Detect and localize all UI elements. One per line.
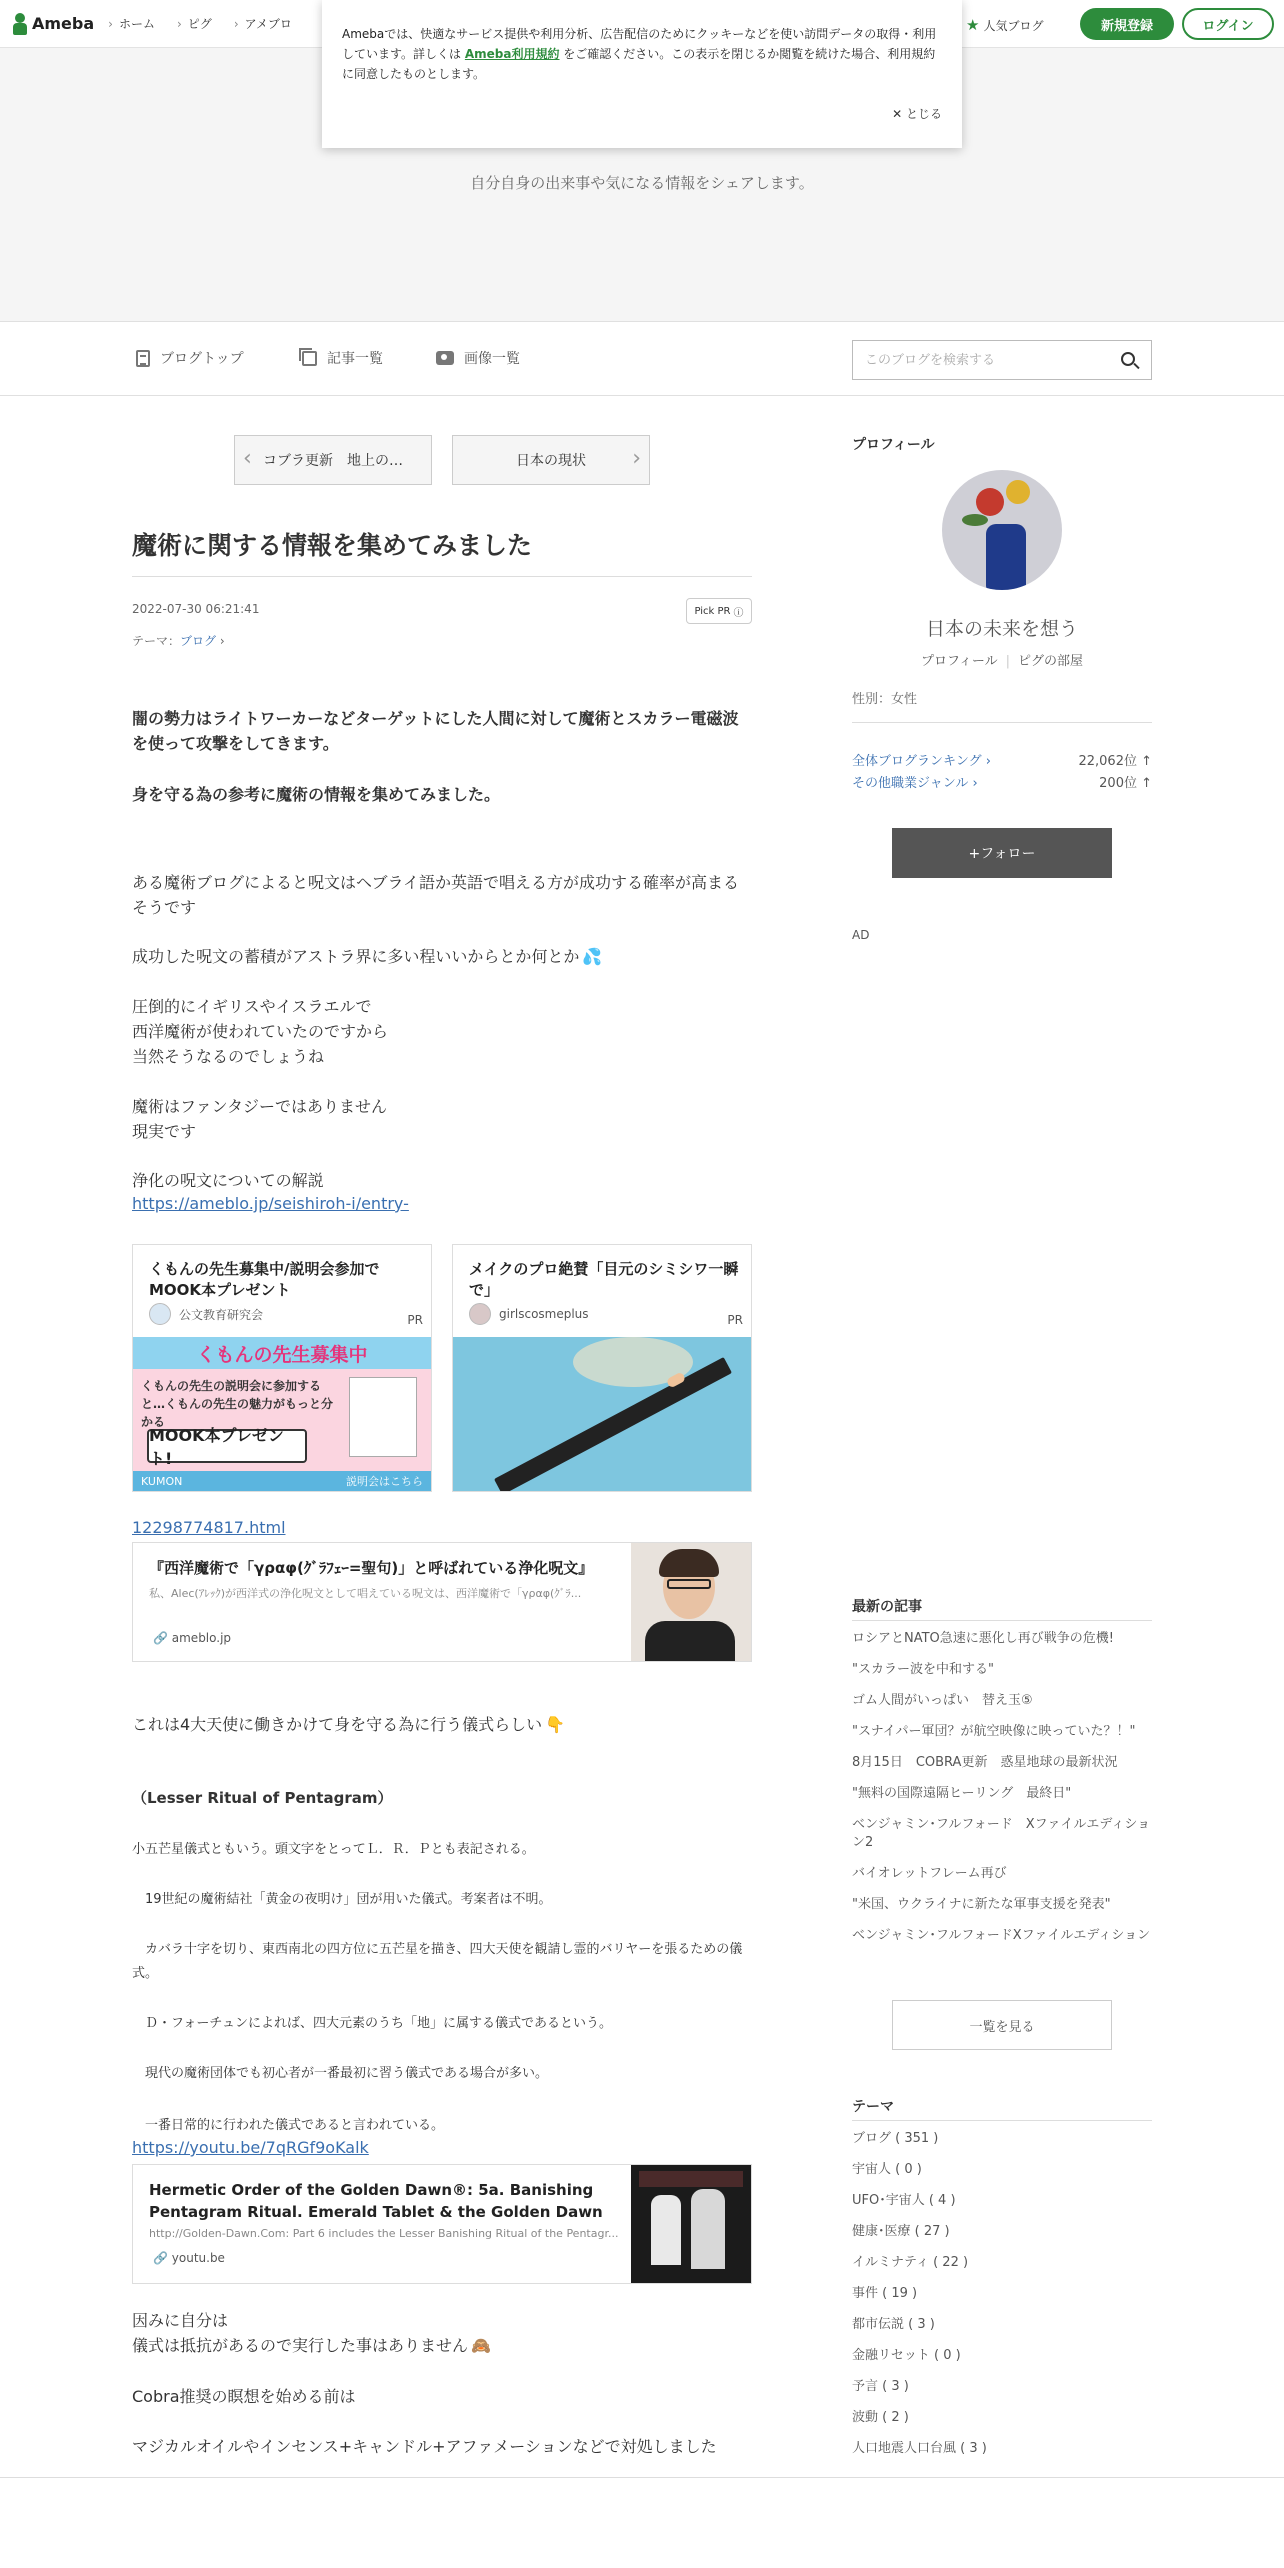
- blog-search-input[interactable]: [853, 341, 1103, 379]
- pick-pr-label: Pick PR: [694, 605, 731, 617]
- document-icon: [136, 350, 150, 367]
- latest-entry-link[interactable]: "無料の国際遠隔ヒーリング 最終日": [852, 1786, 1072, 1801]
- chevron-right-icon: ›: [632, 446, 641, 471]
- latest-entries-heading: 最新の記事: [852, 1599, 922, 1615]
- pr-image-cta: 説明会はこちら: [346, 1475, 423, 1488]
- pr-card-image: [133, 1337, 431, 1491]
- pr-source-name: girlscosmeplus: [499, 1307, 589, 1321]
- ameba-logo[interactable]: Ameba: [12, 13, 94, 35]
- genre-ranking-value: 200位 ↑: [1099, 776, 1152, 791]
- paragraph-4-line-1: 魔術はファンタジーではありません: [132, 1097, 388, 1116]
- article-paragraph-9: Cobra推奨の瞑想を始める前は: [132, 2387, 356, 2406]
- blog-description-line2: 自分自身の出来事や気になる情報をシェアします。: [470, 174, 814, 192]
- theme-label: テーマ：: [132, 634, 181, 648]
- star-icon: ★: [966, 16, 980, 34]
- link-icon: 🔗: [153, 1631, 172, 1645]
- pr-badge: PR: [727, 1313, 743, 1327]
- cookie-close-button[interactable]: ✕ とじる: [892, 107, 942, 121]
- ritual-text-2: 19世紀の魔術結社「黄金の夜明け」団が用いた儀式。考案者は不明。: [132, 1892, 552, 1907]
- link-card-domain-text: ameblo.jp: [171, 1631, 232, 1645]
- ameblo-entry-link[interactable]: https://ameblo.jp/seishiroh-i/entry-: [132, 1194, 409, 1213]
- paragraph-6-text: これは4大天使に働きかけて身を守る為に行う儀式らしい: [132, 1715, 543, 1734]
- global-nav: [108, 15, 292, 32]
- pr-image-highlight: MOOK本プレゼント!: [147, 1429, 307, 1463]
- article-paragraph-5: 浄化の呪文についての解説: [132, 1171, 324, 1190]
- book-illustration: [349, 1377, 417, 1457]
- theme-link[interactable]: イルミナティ ( 22 ): [852, 2255, 969, 2270]
- video-thumbnail: [631, 2165, 751, 2283]
- link-card-domain: [153, 1631, 231, 1645]
- article-theme: [132, 632, 225, 649]
- ritual-text-1: 小五芒星儀式ともいう。頭文字をとってＬ．Ｒ．Ｐとも表記される。: [132, 1842, 535, 1857]
- blog-nav: [0, 322, 1284, 396]
- cookie-consent-banner: [322, 0, 962, 148]
- ad-label: AD: [852, 928, 870, 942]
- image-list-link[interactable]: [436, 348, 520, 368]
- pig-room-link[interactable]: ピグの部屋: [1018, 654, 1084, 669]
- signup-button[interactable]: 新規登録: [1080, 8, 1174, 40]
- blog-search-box: [852, 340, 1152, 380]
- overall-ranking-label: 全体ブログランキング: [852, 754, 982, 769]
- theme-link[interactable]: 事件 ( 19 ): [852, 2286, 918, 2301]
- pick-pr-button[interactable]: [686, 598, 752, 624]
- paragraph-2-text: 成功した呪文の蓄積がアストラ界に多い程いいからとか何とか: [132, 947, 580, 966]
- article-paragraph-4: [132, 1094, 752, 1144]
- cookie-text-after: をご確認ください。この表示を閉じるか閲覧を続けた場合、利用規約に同意したものとします。: [342, 47, 936, 81]
- latest-entry-link[interactable]: ゴム人間がいっぱい 替え玉⑤: [852, 1693, 1033, 1708]
- theme-link[interactable]: 宇宙人 ( 0 ): [852, 2162, 922, 2177]
- kumon-logo-text: KUMON: [141, 1474, 183, 1488]
- pr-card-kumon[interactable]: [132, 1244, 432, 1492]
- article-bold-paragraph-2: 身を守る為の参考に魔術の情報を集めてみました。: [132, 785, 501, 804]
- cookie-text-before: Amebaでは、快適なサービス提供や利用分析、広告配信のためにクッキーなどを使い訪問データの取得・利用しています。詳しくは: [342, 27, 937, 61]
- ritual-heading: （Lesser Ritual of Pentagram）: [132, 1789, 393, 1807]
- latest-entry-link[interactable]: ロシアとNATO急速に悪化し再び戦争の危機!: [852, 1631, 1114, 1646]
- latest-entries-list: [852, 1630, 1152, 1958]
- profile-links: [852, 650, 1152, 669]
- terms-link[interactable]: Ameba利用規約: [464, 47, 560, 61]
- theme-link[interactable]: 健康･医療 ( 27 ): [852, 2224, 950, 2239]
- theme-heading: テーマ: [852, 2099, 894, 2115]
- info-icon: ⓘ: [733, 607, 744, 619]
- image-list-label: 画像一覧: [464, 351, 520, 367]
- theme-link[interactable]: ブログ: [180, 634, 217, 648]
- link-separator: |: [1005, 654, 1011, 669]
- monkey-emoji-icon: 🙈: [471, 2336, 491, 2355]
- paragraph-8-line-1: 因みに自分は: [132, 2311, 229, 2330]
- profile-avatar[interactable]: [942, 470, 1062, 590]
- login-button[interactable]: ログイン: [1182, 8, 1274, 40]
- link-card-youtube[interactable]: [132, 2164, 752, 2284]
- entry-list-label: 記事一覧: [327, 351, 383, 367]
- theme-divider: [852, 2120, 1152, 2121]
- pr-card-cosme[interactable]: [452, 1244, 752, 1492]
- genre-ranking-row: [852, 772, 1152, 791]
- article-bold-paragraph-1: 闇の勢力はライトワーカーなどターゲットにした人間に対して魔術とスカラー電磁波を使って攻撃をしてきます。: [132, 709, 739, 753]
- article-paragraph-2: [132, 944, 752, 969]
- nav-pigg[interactable]: › ピグ: [177, 15, 212, 32]
- link-card-domain-text: youtu.be: [171, 2251, 225, 2265]
- article-title: 魔術に関する情報を集めてみました: [132, 531, 533, 560]
- ritual-text-5: 現代の魔術団体でも初心者が一番最初に習う儀式である場合が多い。: [132, 2066, 549, 2081]
- article-paragraph-8: [132, 2308, 752, 2358]
- link-card-title: Hermetic Order of the Golden Dawn®: 5a. Banishing Pentagram Ritual. Emerald Tablet & the Golden Dawn: [149, 2181, 603, 2221]
- pr-card-title: くもんの先生募集中/説明会参加でMOOK本プレゼント: [149, 1260, 380, 1299]
- profile-gender: 性別：女性: [852, 692, 918, 707]
- next-entry-button[interactable]: [452, 435, 650, 485]
- paragraph-3-line-3: 当然そうなるのでしょうね: [132, 1047, 325, 1066]
- advertiser-avatar: [149, 1303, 171, 1325]
- link-card-description: http://Golden-Dawn.Com: Part 6 includes the Lesser Banishing Ritual of the Pentagr...: [149, 2227, 619, 2240]
- latest-divider: [852, 1620, 1152, 1621]
- pr-card-title: メイクのプロ絶賛「目元のシミシワ一瞬で」: [469, 1260, 739, 1299]
- pr-image-heading: くもんの先生募集中: [133, 1337, 431, 1369]
- advertiser-avatar: [469, 1303, 491, 1325]
- latest-entry-link[interactable]: 8月15日 COBRA更新 惑星地球の最新状況: [852, 1755, 1118, 1770]
- search-icon[interactable]: [1121, 352, 1135, 366]
- pr-card-image: [453, 1337, 751, 1491]
- profile-heading: プロフィール: [852, 437, 935, 453]
- paragraph-8-line-2-text: 儀式は抵抗があるので実行した事はありません: [132, 2336, 469, 2355]
- article-paragraph-1: ある魔術ブログによると呪文はヘブライ語か英語で唱える方が成功する確率が高まるそうです: [132, 873, 740, 917]
- pr-badge: PR: [407, 1313, 423, 1327]
- title-divider: [132, 576, 752, 577]
- youtube-link[interactable]: https://youtu.be/7qRGf9oKalk: [132, 2138, 369, 2157]
- theme-list: [852, 2130, 1152, 2471]
- theme-link[interactable]: ブログ ( 351 ): [852, 2131, 939, 2146]
- prev-entry-button[interactable]: [234, 435, 432, 485]
- genre-ranking-link[interactable]: その他職業ジャンル ›: [852, 776, 978, 791]
- paragraph-4-line-2: 現実です: [132, 1122, 197, 1141]
- theme-link[interactable]: 都市伝説 ( 3 ): [852, 2317, 935, 2332]
- latest-entry-link[interactable]: ベンジャミン･フルフォード Xファイルエディション2: [852, 1817, 1151, 1850]
- latest-entry-link[interactable]: "スカラー波を中和する": [852, 1662, 994, 1677]
- popular-blog-label: 人気ブログ: [983, 18, 1044, 33]
- article-paragraph-10: マジカルオイルやインセンス+キャンドル+アファメーションなどで対処しました: [132, 2437, 717, 2456]
- pr-image-text: くもんの先生の説明会に参加すると…くもんの先生の魅力がもっと分かる: [141, 1379, 334, 1429]
- overall-ranking-link[interactable]: 全体ブログランキング ›: [852, 754, 991, 769]
- ritual-text-4: Ｄ・フォーチュンによれば、四大元素のうち「地」に属する儀式であるという。: [132, 2016, 612, 2031]
- theme-link[interactable]: 金融リセット ( 0 ): [852, 2348, 961, 2363]
- blog-top-label: ブログトップ: [160, 351, 244, 367]
- nav-ameblo[interactable]: › アメブロ: [234, 15, 292, 32]
- prev-entry-label: コブラ更新 地上の…: [263, 453, 403, 469]
- ritual-text-3: カバラ十字を切り、東西南北の四方位に五芒星を描き、四大天使を観請し霊的バリヤーを張るための儀式。: [132, 1942, 743, 1981]
- theme-link[interactable]: UFO･宇宙人 ( 4 ): [852, 2193, 956, 2208]
- link-card-description: 私、Alec(ｱﾚｯｸ)が西洋式の浄化呪文として唱えている呪文は、西洋魔術で「γραφ(ｸﾞﾗ...: [149, 1587, 582, 1600]
- article-paragraph-6: [132, 1712, 752, 1737]
- paragraph-3-line-1: 圧倒的にイギリスやイスラエルで: [132, 997, 372, 1016]
- copy-icon: [302, 351, 317, 366]
- link-card-ameblo[interactable]: [132, 1542, 752, 1662]
- paragraph-3-line-2: 西洋魔術が使われていたのですから: [132, 1022, 389, 1041]
- chevron-right-icon: ›: [216, 634, 225, 648]
- chevron-left-icon: ‹: [243, 446, 252, 471]
- link-icon: 🔗: [153, 2251, 172, 2265]
- popular-blog-link[interactable]: [966, 16, 1043, 34]
- profile-link[interactable]: プロフィール: [920, 654, 998, 669]
- latest-entry-link[interactable]: バイオレットフレーム再び: [852, 1866, 1007, 1881]
- pointing-down-emoji-icon: 👇: [545, 1715, 566, 1734]
- latest-entry-link[interactable]: "スナイパー軍団？が航空映像に映っていた？！": [852, 1724, 1136, 1739]
- nav-home[interactable]: › ホーム: [108, 15, 155, 32]
- pr-source-name: 公文教育研究会: [179, 1307, 264, 1322]
- pr-card-source: [469, 1303, 589, 1325]
- article-paragraph-3: [132, 994, 752, 1069]
- pr-card-source: [149, 1303, 263, 1325]
- camera-icon: [436, 351, 454, 365]
- profile-name[interactable]: 日本の未来を想う: [925, 618, 1078, 640]
- theme-link[interactable]: 予言 ( 3 ): [852, 2379, 909, 2394]
- footer-divider: [0, 2477, 1284, 2478]
- article-date: 2022-07-30 06:21:41: [132, 602, 260, 616]
- latest-entry-link[interactable]: "米国、ウクライナに新たな軍事支援を発表": [852, 1897, 1111, 1912]
- theme-link[interactable]: 人口地震人口台風 ( 3 ): [852, 2441, 987, 2456]
- theme-link[interactable]: 波動 ( 2 ): [852, 2410, 909, 2425]
- ameba-logo-icon: [12, 13, 28, 35]
- latest-entry-link[interactable]: ベンジャミン･フルフォードXファイルエディション: [852, 1928, 1151, 1943]
- sweat-emoji-icon: 💦: [582, 947, 603, 966]
- entry-list-link[interactable]: [302, 348, 383, 368]
- see-all-button[interactable]: 一覧を見る: [892, 2000, 1112, 2050]
- blog-top-link[interactable]: [136, 348, 244, 368]
- follow-button[interactable]: +フォロー: [892, 828, 1112, 878]
- genre-ranking-label: その他職業ジャンル: [852, 776, 969, 791]
- pr-image-footer: [133, 1471, 431, 1491]
- paragraph-8-line-2: [132, 2333, 752, 2358]
- next-entry-label: 日本の現状: [516, 453, 586, 469]
- link-card-domain: [153, 2251, 225, 2265]
- link-card-thumbnail: [631, 1543, 751, 1661]
- overall-ranking-row: [852, 750, 1152, 769]
- ritual-text-6: 一番日常的に行われた儀式であると言われている。: [132, 2118, 445, 2133]
- link-card-title: 『西洋魔術で「γραφ(ｸﾞﾗﾌｪｰ=聖句)」と呼ばれている浄化呪文』: [149, 1559, 594, 1577]
- profile-divider: [852, 722, 1152, 723]
- overall-ranking-value: 22,062位 ↑: [1078, 754, 1152, 769]
- ameblo-entry-link-continued[interactable]: 12298774817.html: [132, 1518, 286, 1537]
